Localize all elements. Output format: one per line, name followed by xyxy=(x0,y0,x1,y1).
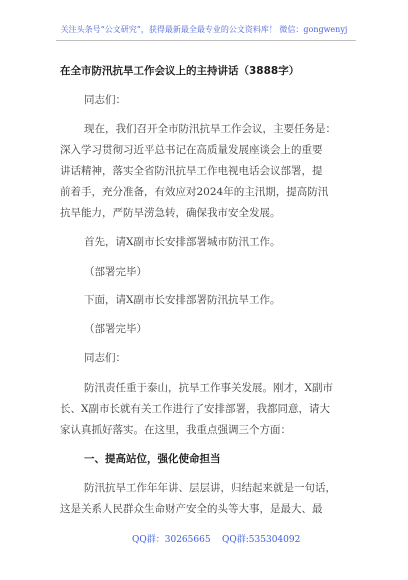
paragraph-line: 现在，我们召开全市防汛抗旱工作会议，主要任务是： xyxy=(84,123,336,135)
paragraph-line: 讲话精神，落实全省防汛抗旱工作电视电话会议部署，提 xyxy=(60,165,323,177)
paragraph-line: 这是关系人民群众生命财产安全的头等大事，是最大、最 xyxy=(60,503,323,515)
section-heading: 一、提高站位，强化使命担当 xyxy=(84,453,221,465)
paragraph-line: 防汛抗旱工作年年讲、层层讲，归结起来就是一句话， xyxy=(84,482,336,494)
top-banner: 关注头条号“公文研究”，获得最新最全最专业的公文资料库！ 微信：gongwenyj xyxy=(60,25,348,34)
banner-divider xyxy=(56,40,356,41)
paragraph-line: 首先，请X副市长安排部署城市防汛工作。 xyxy=(84,236,281,248)
salutation: 同志们： xyxy=(84,352,126,364)
paragraph-line: 深入学习贯彻习近平总书记在高质量发展座谈会上的重要 xyxy=(60,144,323,156)
document-title: 在全市防汛抗旱工作会议上的主持讲话（3888字） xyxy=(60,65,300,77)
parenthetical-note: （部署完毕） xyxy=(84,323,147,335)
paragraph-line: 防汛责任重于泰山，抗旱工作事关发展。刚才，X副市 xyxy=(84,382,333,394)
parenthetical-note: （部署完毕） xyxy=(84,266,147,278)
paragraph-line: 家认真抓好落实。在这里，我重点强调三个方面： xyxy=(60,424,291,436)
paragraph-line: 长、X副市长就有关工作进行了安排部署，我都同意，请大 xyxy=(60,403,330,415)
salutation: 同志们： xyxy=(84,94,126,106)
paragraph-line: 下面，请X副市长安排部署防汛抗旱工作。 xyxy=(84,294,281,306)
paragraph-line: 前着手，充分准备，有效应对2024年的主汛期，提高防汛 xyxy=(60,186,329,198)
paragraph-line: 抗旱能力，严防旱涝急转，确保我市安全发展。 xyxy=(60,207,281,219)
footer-qq-group-1: QQ群：30265665 xyxy=(132,535,211,545)
footer-qq-group-2: QQ群:535304092 xyxy=(222,535,301,545)
